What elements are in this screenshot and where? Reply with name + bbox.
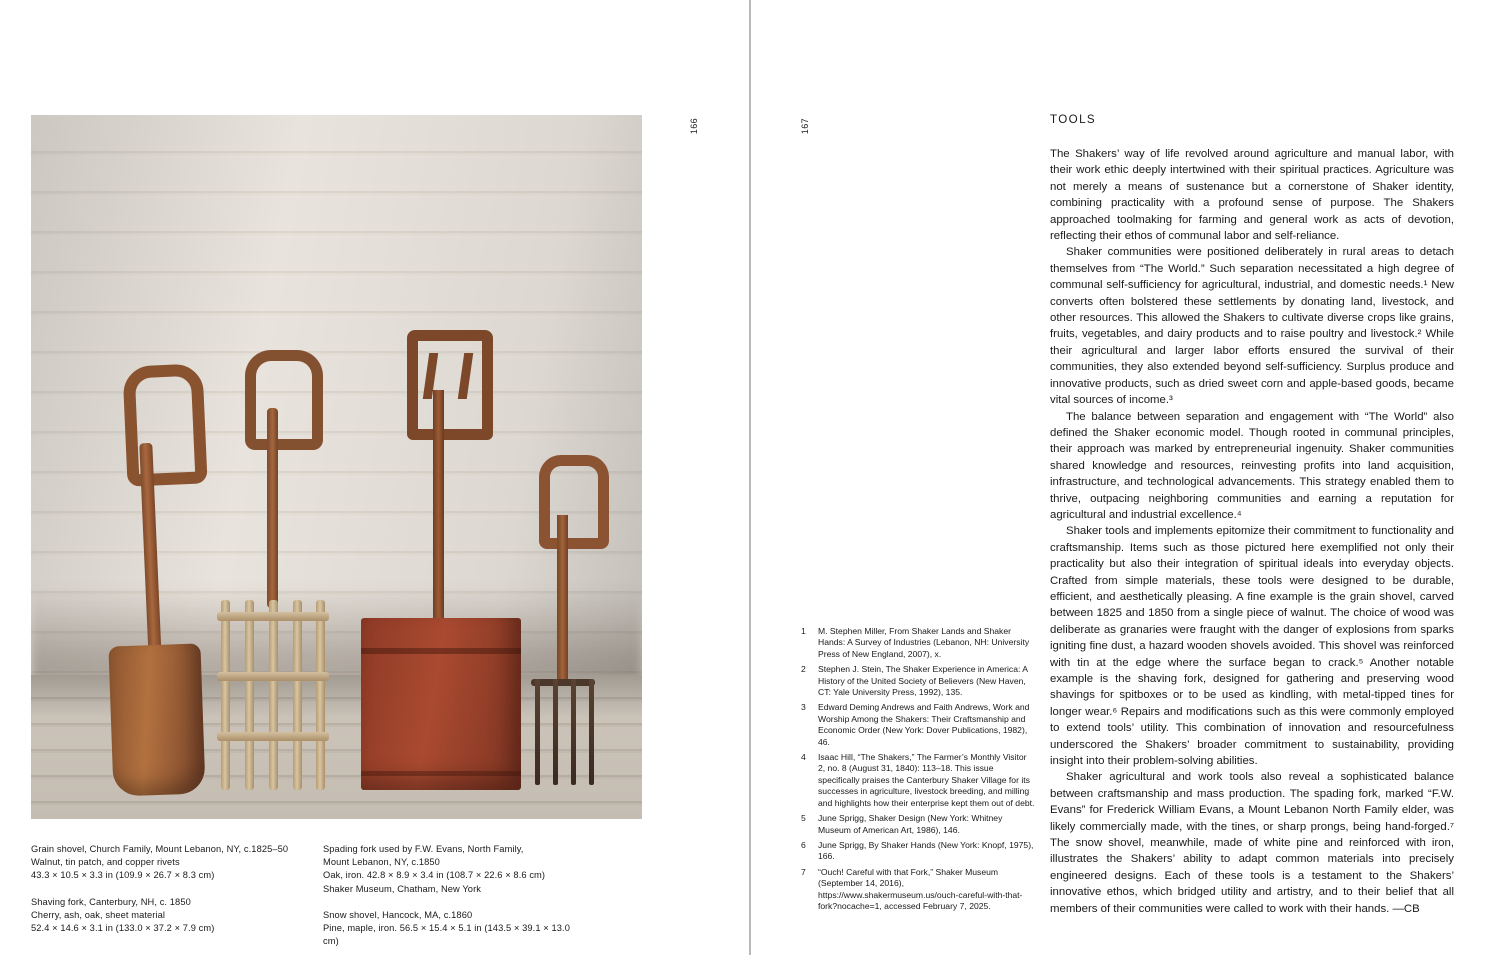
shaving-fork-object	[199, 350, 339, 790]
grain-shovel-blade	[108, 643, 205, 796]
page-title: TOOLS	[1050, 113, 1097, 126]
spading-fork-handle-loop	[539, 455, 609, 549]
note-text: Isaac Hill, “The Shakers,” The Farmer’s Monthly Visitor 2, no. 8 (August 31, 1840): 113–18. This issue specifically praises the Canterbury Shaker Village for its successes in agriculture, livestock breeding, and milling and highlights how their enterprise kept them out of debt.	[818, 752, 1035, 808]
spading-fork-shaft	[557, 515, 568, 685]
article-paragraph: Shaker agricultural and work tools also reveal a sophisticated balance between craftsmanship and mass production. The spading fork, marked “F.W. Evans” for Frederick William Evans, a Mount Lebanon North Family elder, was likely commercially made, with the tines, or sharp prongs, being hand-forged.⁷ The snow shovel, meanwhile, made of white pine and reinforced with iron, illustrates the Shakers’ ability to adapt common materials into precisely engineered designs. Each of these tools is a testament to the Shakers’ innovative ethos, which bridged utility and artistry, and to their belief that all members of their communities were called to work with their hands. —CB	[1050, 771, 1454, 915]
caption-line: Spading fork used by F.W. Evans, North Family,	[323, 844, 524, 854]
note-item	[801, 813, 1035, 836]
snow-shovel-blade	[361, 618, 521, 790]
note-item	[801, 664, 1035, 698]
note-number: 7	[801, 866, 806, 877]
caption-line: Shaving fork, Canterbury, NH, c. 1850	[31, 896, 191, 907]
note-text: Stephen J. Stein, The Shaker Experience in America: A History of the United Society of Believers (New Haven, CT: Yale University Press, 1992), 135.	[818, 664, 1028, 698]
caption-snow-shovel	[323, 909, 583, 949]
caption-line: Grain shovel, Church Family, Mount Lebanon, NY, c.1825–50	[31, 844, 289, 854]
note-text: M. Stephen Miller, From Shaker Lands and Shaker Hands: A Survey of Industries (Lebanon, NH: University Press of New England, 2007), x.	[818, 626, 1030, 659]
note-item	[801, 752, 1035, 809]
endnotes-list	[801, 626, 1035, 916]
shaving-fork-shaft	[267, 408, 278, 608]
note-number: 3	[801, 702, 806, 713]
article-body	[1050, 113, 1454, 917]
left-page	[0, 0, 749, 955]
note-number: 5	[801, 813, 806, 824]
note-item	[801, 626, 1035, 660]
caption-line: 52.4 × 14.6 × 3.1 in (133.0 × 37.2 × 7.9 cm)	[31, 923, 215, 934]
note-text: June Sprigg, Shaker Design (New York: Whitney Museum of American Art, 1986), 146.	[818, 813, 1003, 835]
note-number: 6	[801, 839, 806, 850]
article-paragraph: Shaker communities were positioned deliberately in rural areas to detach themselves from “The World.” Such separation necessitated a high degree of communal self-sufficiency for agricultural, industrial, and domestic needs.¹ New converts often bolstered these settlements by donating land, livestock, and other resources. This allowed the Shakers to cultivate diverse crops like grains, fruits, vegetables, and dairy products and to raise poultry and livestock.² While their agricultural and larger labor efforts ensured the survival of their communities, they also extended beyond self-sufficiency. Surplus produce and innovative products, such as dried sweet corn and apple-based goods, became vital sources of income.³	[1050, 246, 1454, 407]
caption-column-1	[31, 843, 291, 961]
caption-spading-fork	[323, 843, 583, 896]
page-number-right: 167	[800, 118, 810, 135]
caption-line: Snow shovel, Hancock, MA, c.1860	[323, 909, 473, 920]
caption-line: Cherry, ash, oak, sheet material	[31, 909, 166, 920]
spading-fork-object	[521, 455, 611, 785]
caption-line: 43.3 × 10.5 × 3.3 in (109.9 × 26.7 × 8.3 cm)	[31, 870, 215, 881]
note-number: 1	[801, 626, 806, 636]
article-paragraph: The Shakers’ way of life revolved around agriculture and manual labor, with their work ethic deeply intertwined with their spiritual practices. Agriculture was not merely a means of sustenance but a cornerstone of Shaker identity, combining practicality with a profound sense of purpose. The Shakers approached toolmaking for farming and general work as acts of devotion, reflecting their ethos of communal labor and self-reliance.	[1050, 148, 1454, 243]
spading-fork-crossbar	[531, 679, 595, 686]
note-item	[801, 840, 1035, 863]
note-text: “Ouch! Careful with that Fork,” Shaker Museum (September 14, 2016), https://www.shakermuseum.us/ouch-careful-with-that-fork?nocache=1, accessed February 7, 2025.	[818, 866, 1023, 911]
caption-line: Shaker Museum, Chatham, New York	[323, 883, 481, 894]
snow-shovel-object	[351, 330, 531, 790]
snow-shovel-handle-loop	[407, 330, 493, 440]
note-text: Edward Deming Andrews and Faith Andrews, Work and Worship Among the Shakers: Their Craftsmanship and Economic Order (New York: Dover Publications, 1982), 46.	[818, 702, 1030, 747]
note-text: June Sprigg, By Shaker Hands (New York: Knopf, 1975), 166.	[818, 839, 1034, 862]
note-number: 2	[801, 664, 806, 675]
shaving-fork-handle-loop	[245, 350, 323, 450]
caption-line: Pine, maple, iron. 56.5 × 15.4 × 5.1 in (143.5 × 39.1 × 13.0 cm)	[323, 923, 570, 947]
note-item	[801, 867, 1035, 913]
note-number: 4	[801, 752, 806, 763]
grain-shovel-handle-loop	[122, 363, 207, 486]
caption-line: Walnut, tin patch, and copper rivets	[31, 857, 180, 868]
caption-column-2	[323, 843, 583, 961]
page-number-left: 166	[689, 118, 699, 135]
snow-shovel-shaft	[433, 390, 444, 620]
article-paragraph: Shaker tools and implements epitomize their commitment to functionality and craftsmanship. Items such as those pictured here exemplified not only their practicality but also their integration of spiritual ideals into everyday objects. Crafted from simple materials, these tools were designed to be durable, efficient, and aesthetically pleasing. A fine example is the grain shovel, carved between 1825 and 1850 from a single piece of walnut. The choice of wood was deliberate as granaries were fraught with the danger of explosions from sparks igniting fine dust, a hazard wooden shovels avoided. This shovel was reinforced with tin at the edge where the surface began to crack.⁵ Another notable example is the shaving fork, designed for gathering and preserving wood shavings for spitboxes or to be used as kindling, with metal-tipped tines for longer wear.⁶ Repairs and modifications such as this were commonly employed to extend tools’ utility. This combination of innovation and resourcefulness underscored the Shakers’ broader commitment to sustainability, providing insight into their problem-solving abilities.	[1050, 525, 1454, 768]
shaker-tools-photograph	[31, 115, 642, 819]
caption-line: Oak, iron. 42.8 × 8.9 × 3.4 in (108.7 × 22.6 × 8.6 cm)	[323, 870, 546, 881]
caption-grain-shovel	[31, 843, 291, 883]
caption-line: Mount Lebanon, NY, c.1850	[323, 857, 440, 868]
right-page	[751, 0, 1500, 955]
photo-captions	[31, 843, 651, 961]
article-paragraph: The balance between separation and engagement with “The World” also defined the Shaker economic model. Though rooted in communal principles, their approach was marked by entrepreneurial ingenuity. Shaker communities shared knowledge and resources, reinvesting profits into land acquisition, infrastructure, and technological advancements. This strategy enabled them to thrive, outpacing neighboring communities and earning a reputation for agricultural and industrial excellence.⁴	[1050, 410, 1454, 521]
shaving-fork-tines	[221, 600, 325, 790]
note-item	[801, 702, 1035, 748]
caption-shaving-fork	[31, 896, 291, 936]
